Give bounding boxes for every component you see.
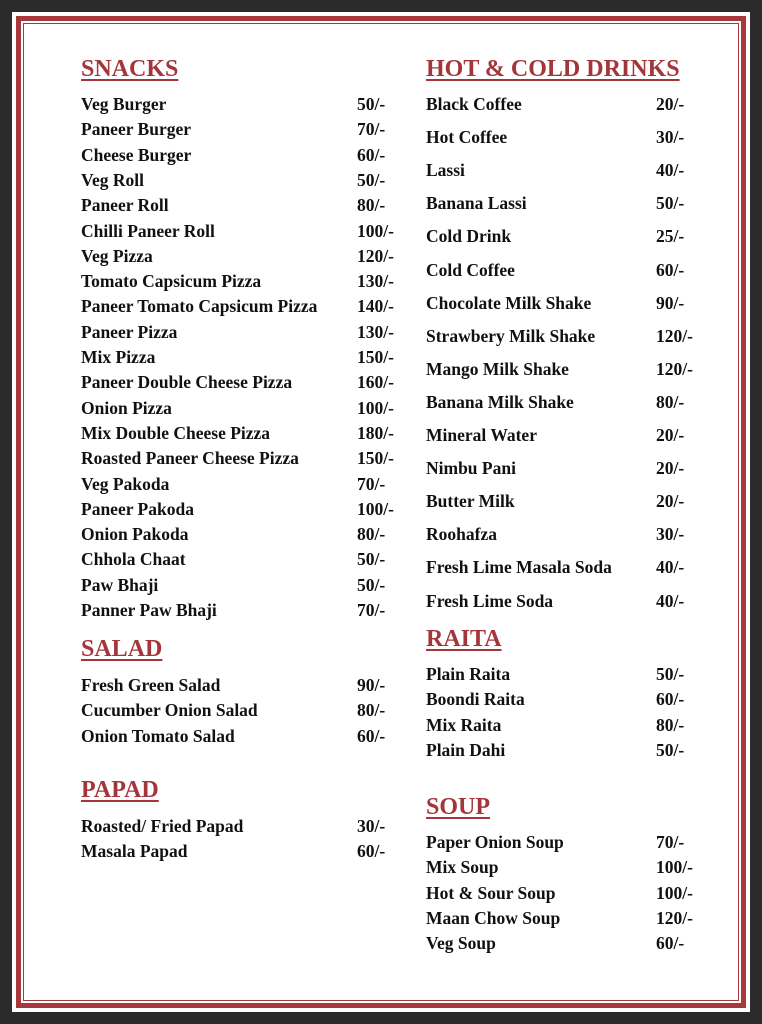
menu-item-name: Black Coffee	[426, 94, 522, 114]
menu-item-name: Mango Milk Shake	[426, 358, 569, 379]
menu-item-price: 100/-	[357, 220, 394, 241]
menu-item-name: Cold Coffee	[426, 259, 515, 280]
menu-item-name: Veg Pakoda	[81, 473, 170, 494]
menu-item-price: 90/-	[656, 292, 685, 313]
menu-item-name: Mix Double Cheese Pizza	[81, 422, 271, 443]
menu-item-price: 60/-	[656, 933, 685, 954]
menu-item-name: Paneer Double Cheese Pizza	[81, 372, 293, 393]
menu-item-price: 50/-	[656, 739, 685, 760]
menu-item-name: Maan Chow Soup	[426, 907, 561, 928]
menu-item-name: Onion Tomato Salad	[81, 725, 235, 746]
menu-item-price: 60/-	[357, 841, 386, 862]
menu-item-name: Paneer Pakoda	[81, 498, 194, 519]
section-heading-papad: PAPAD	[81, 777, 159, 803]
menu-item-name: Veg Pizza	[81, 245, 153, 266]
menu-item-name: Mix Soup	[426, 857, 499, 878]
menu-item-name: Nimbu Pani	[426, 458, 516, 479]
menu-item-price: 80/-	[357, 524, 386, 545]
menu-item-name: Roohafza	[426, 524, 497, 545]
menu-item-price: 130/-	[357, 321, 394, 342]
menu-item-price: 70/-	[656, 832, 685, 852]
menu-item-price: 100/-	[656, 857, 693, 878]
menu-item-name: Paneer Roll	[81, 195, 169, 216]
menu-item-price: 150/-	[357, 347, 394, 367]
menu-item-name: Cucumber Onion Salad	[81, 700, 258, 721]
menu-item-price: 50/-	[357, 549, 386, 570]
menu-item-price: 80/-	[357, 700, 386, 721]
menu-item-price: 30/-	[357, 816, 386, 836]
menu-item-price: 30/-	[656, 524, 685, 545]
menu-item-name: Chocolate Milk Shake	[426, 292, 592, 313]
menu-item-name: Mineral Water	[426, 425, 537, 445]
section-heading-soup: SOUP	[426, 794, 491, 820]
menu-item-price: 100/-	[357, 498, 394, 519]
menu-item-price: 40/-	[656, 590, 685, 611]
menu-item-name: Cold Drink	[426, 226, 512, 247]
menu-item-name: Lassi	[426, 160, 465, 181]
menu-item-name: Banana Lassi	[426, 193, 527, 214]
section-heading-salad: SALAD	[81, 636, 163, 662]
menu-item-name: Fresh Lime Soda	[426, 590, 554, 611]
menu-item-price: 120/-	[656, 325, 693, 346]
menu-item-name: Panner Paw Bhaji	[81, 600, 217, 620]
menu-item-price: 60/-	[656, 689, 685, 710]
menu-item-name: Tomato Capsicum Pizza	[81, 271, 262, 292]
menu-item-price: 150/-	[357, 448, 394, 469]
menu-item-name: Paneer Pizza	[81, 321, 178, 342]
menu-item-name: Strawbery Milk Shake	[426, 325, 596, 346]
menu-item-price: 100/-	[656, 882, 693, 903]
menu-item-name: Boondi Raita	[426, 689, 525, 710]
menu-item-price: 40/-	[656, 557, 685, 578]
menu-item-name: Hot & Sour Soup	[426, 882, 556, 903]
menu-item-price: 90/-	[357, 675, 386, 695]
menu-item-name: Roasted Paneer Cheese Pizza	[81, 448, 299, 469]
menu-item-name: Mix Raita	[426, 714, 502, 735]
menu-item-name: Plain Dahi	[426, 739, 506, 760]
menu-item-name: Cheese Burger	[81, 144, 192, 165]
menu-item-price: 80/-	[656, 391, 685, 412]
menu-item-name: Paneer Burger	[81, 119, 191, 140]
menu-item-price: 20/-	[656, 458, 685, 479]
menu-item-name: Chhola Chaat	[81, 549, 186, 570]
menu-item-name: Paneer Tomato Capsicum Pizza	[81, 296, 318, 317]
menu-item-name: Roasted/ Fried Papad	[81, 816, 244, 836]
menu-item-name: Onion Pizza	[81, 397, 172, 418]
menu-item-name: Veg Roll	[81, 169, 145, 190]
menu-item-name: Paw Bhaji	[81, 574, 159, 595]
menu-item-price: 60/-	[357, 144, 386, 165]
menu-item-price: 80/-	[656, 714, 685, 735]
menu-item-price: 50/-	[357, 169, 386, 190]
menu-item-price: 30/-	[656, 127, 685, 148]
menu-item-name: Chilli Paneer Roll	[81, 220, 215, 241]
menu-item-price: 50/-	[357, 94, 386, 114]
menu-item-name: Hot Coffee	[426, 127, 508, 148]
menu-item-price: 25/-	[656, 226, 685, 247]
menu-item-price: 50/-	[656, 664, 685, 684]
menu-item-price: 20/-	[656, 94, 685, 114]
menu-item-name: Butter Milk	[426, 491, 515, 512]
menu-item-price: 50/-	[656, 193, 685, 214]
menu-item-price: 180/-	[357, 422, 394, 443]
menu-item-name: Mix Pizza	[81, 347, 156, 367]
menu-item-price: 120/-	[357, 245, 394, 266]
menu-item-price: 70/-	[357, 473, 386, 494]
menu-item-price: 20/-	[656, 491, 685, 512]
menu-item-price: 160/-	[357, 372, 394, 393]
menu-item-price: 140/-	[357, 296, 394, 317]
menu-item-name: Fresh Lime Masala Soda	[426, 557, 612, 578]
menu-item-name: Veg Burger	[81, 94, 167, 114]
menu-item-name: Plain Raita	[426, 664, 511, 684]
menu-item-name: Paper Onion Soup	[426, 832, 564, 852]
section-heading-drinks: HOT & COLD DRINKS	[426, 56, 680, 82]
menu-item-price: 120/-	[656, 358, 693, 379]
menu-item-price: 40/-	[656, 160, 685, 181]
menu-item-name: Masala Papad	[81, 841, 188, 862]
menu-item-name: Onion Pakoda	[81, 524, 189, 545]
section-heading-snacks: SNACKS	[81, 56, 179, 82]
menu-item-price: 130/-	[357, 271, 394, 292]
section-heading-raita: RAITA	[426, 626, 502, 652]
menu-item-name: Fresh Green Salad	[81, 675, 221, 695]
menu-item-price: 60/-	[357, 725, 386, 746]
menu-item-price: 70/-	[357, 600, 386, 620]
menu-item-price: 80/-	[357, 195, 386, 216]
menu-item-price: 20/-	[656, 425, 685, 445]
menu-item-price: 70/-	[357, 119, 386, 140]
menu-item-name: Veg Soup	[426, 933, 496, 954]
menu-item-price: 120/-	[656, 907, 693, 928]
menu-item-price: 50/-	[357, 574, 386, 595]
menu-item-price: 60/-	[656, 259, 685, 280]
menu-item-name: Banana Milk Shake	[426, 391, 574, 412]
menu-item-price: 100/-	[357, 397, 394, 418]
